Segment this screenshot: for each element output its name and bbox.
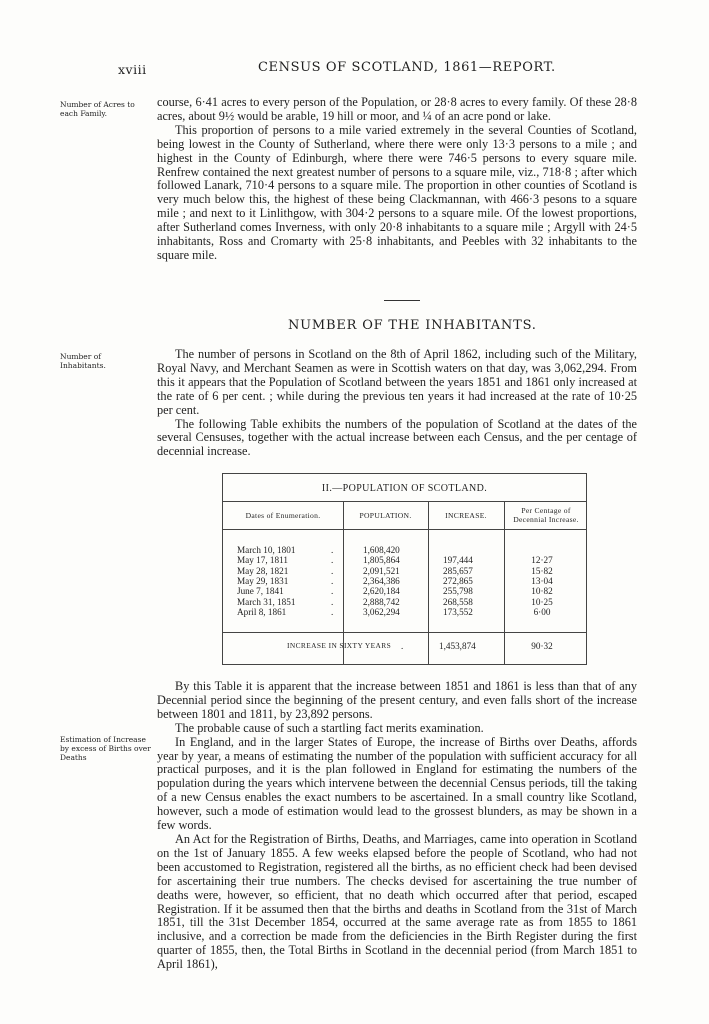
cell-leader: . bbox=[331, 586, 334, 597]
running-title: CENSUS OF SCOTLAND, 1861—REPORT. bbox=[258, 60, 556, 75]
section-acres bbox=[157, 96, 637, 263]
paragraph: By this Table it is apparent that the increase between 1851 and 1861 is less than that of any Decennial period since the beginning of the present century, and even falls short of the increase between 1801 and 1811, by 23,892 persons. bbox=[157, 679, 637, 721]
cell-leader: . bbox=[331, 545, 334, 555]
table-row bbox=[223, 586, 588, 596]
cell-population: 1,608,420 bbox=[363, 545, 400, 555]
cell-date: April 8, 1861 bbox=[237, 606, 287, 617]
cell-percentage: 13·04 bbox=[531, 575, 553, 586]
paragraph: In England, and in the larger States of Europe, the increase of Births over Deaths, affords year by year, a means of estimating the number of the population with sufficient accuracy for all practical purposes, and it is the plan followed in England for estimating the numbers of the population during the years which intervene between the decennial Census periods, till the taking of a new Census enables the exact numbers to be ascertained. In a small country like Scotland, however, such a mode of estimation would lead to the grossest blunders, as may be shown in a few words. bbox=[157, 734, 637, 833]
cell-increase: 285,657 bbox=[443, 565, 473, 576]
table-rule bbox=[223, 529, 586, 530]
cell-population: 2,620,184 bbox=[363, 586, 400, 597]
table-row bbox=[223, 545, 588, 555]
summary-label: INCREASE IN SIXTY YEARS bbox=[287, 641, 392, 650]
cell-increase: 272,865 bbox=[443, 575, 473, 586]
table-rule bbox=[223, 501, 586, 502]
table-row bbox=[223, 555, 588, 565]
cell-date: March 31, 1851 bbox=[237, 596, 296, 607]
cell-population: 3,062,294 bbox=[363, 606, 400, 617]
cell-population: 2,091,521 bbox=[363, 565, 400, 576]
cell-increase: 255,798 bbox=[443, 586, 473, 597]
page-number: xviii bbox=[118, 62, 147, 77]
cell-leader: . bbox=[331, 565, 334, 576]
table-row bbox=[223, 597, 588, 607]
cell-leader: . bbox=[331, 555, 334, 566]
section-divider bbox=[384, 300, 420, 301]
table-rule bbox=[223, 632, 586, 633]
header-dates: Dates of Enumeration. bbox=[245, 511, 321, 520]
cell-population: 1,805,864 bbox=[363, 555, 400, 566]
section-estimation bbox=[157, 680, 637, 972]
cell-date: March 10, 1801 bbox=[237, 545, 296, 555]
header-percentage: Per Centage of Decennial Increase. bbox=[513, 506, 579, 524]
section-title: NUMBER OF THE INHABITANTS. bbox=[288, 318, 537, 333]
paragraph: The following Table exhibits the numbers of the population of Scotland at the dates of the several Censuses, together with the actual increase between each Census, and the per centage of decennial increase. bbox=[157, 416, 637, 459]
cell-percentage: 10·82 bbox=[531, 586, 553, 597]
cell-population: 2,888,742 bbox=[363, 596, 400, 607]
cell-percentage: 12·27 bbox=[531, 555, 553, 566]
cell-increase: 268,558 bbox=[443, 596, 473, 607]
cell-population: 2,364,386 bbox=[363, 575, 400, 586]
cell-increase: 173,552 bbox=[443, 606, 473, 617]
paragraph: The probable cause of such a startling fact merits examination. bbox=[175, 720, 484, 735]
cell-date: June 7, 1841 bbox=[237, 586, 284, 597]
margin-note-acres: Number of Acres to each Family. bbox=[60, 100, 135, 118]
paragraph: course, 6·41 acres to every person of the Population, or 28·8 acres to every family. Of these 28·8 acres, about 9½ would be arable, 19 hill or moor, and ¼ of an acre pond or lake. bbox=[157, 95, 637, 123]
cell-leader: . bbox=[331, 596, 334, 607]
table-row bbox=[223, 576, 588, 586]
table-row bbox=[223, 566, 588, 576]
summary-leader: . bbox=[401, 641, 404, 651]
summary-percentage: 90·32 bbox=[531, 641, 553, 651]
header-increase: INCREASE. bbox=[445, 511, 487, 520]
cell-percentage: 6·00 bbox=[533, 606, 551, 617]
summary-increase: 1,453,874 bbox=[439, 641, 476, 651]
population-table bbox=[222, 473, 587, 665]
cell-percentage: 15·82 bbox=[531, 565, 553, 576]
cell-increase: 197,444 bbox=[443, 555, 473, 566]
cell-leader: . bbox=[331, 575, 334, 586]
paragraph: An Act for the Registration of Births, Deaths, and Marriages, came into operation in Scotland on the 1st of January 1855. A few weeks elapsed before the people of Scotland, who had not been accustomed to Registration, registered all the births, as no efficient check had been devised for ascertaining their true numbers. The checks devised for ascertaining the true number of deaths were, however, so efficient, that no death which occurred after that period, escaped Registration. If it be assumed then that the births and deaths in Scotland from the 31st of March 1851, till the 31st December 1854, occurred at the same average rate as from 1855 to 1861 inclusive, and a correction be made from the deficiencies in the Birth Register during the first quarter of 1855, then, the Total Births in Scotland in the decennial period (from March 1851 to April 1861), bbox=[157, 831, 637, 972]
margin-note-inhabitants: Number of Inhabitants. bbox=[60, 352, 106, 370]
paragraph: This proportion of persons to a mile varied extremely in the several Counties of Scotland, being lowest in the County of Sutherland, where there were only 13·3 persons to a mile ; and highest in the County of Edinburgh, where there were 746·5 persons to every square mile. Renfrew contained the next greatest number of persons to a square mile, viz., 718·8 ; after which followed Lanark, 710·4 persons to a square mile. The proportion in other counties of Scotland is very much below this, the highest of these being Clackmannan, with 466·3 pesons to a square mile ; and next to it Linlithgow, with 304·2 persons to a square mile. Of the lowest proportions, after Sutherland comes Inverness, with only 20·8 inhabitants to a square mile ; Argyll with 24·5 inhabitants, Ross and Cromarty with 25·8 inhabitants, and Peebles with 32 inhabitants to the square mile. bbox=[157, 122, 637, 262]
table-title: II.—POPULATION OF SCOTLAND. bbox=[321, 483, 488, 494]
header-population: POPULATION. bbox=[359, 511, 412, 520]
paragraph: The number of persons in Scotland on the 8th of April 1862, including such of the Military, Royal Navy, and Merchant Seamen as were in Scottish waters on that day, was 3,062,294. From this it appears that the Population of Scotland between the years 1851 and 1861 only increased at the rate of 6 per cent. ; while during the previous ten years it had increased at the rate of 10·25 per cent. bbox=[157, 347, 637, 417]
cell-date: May 29, 1831 bbox=[237, 575, 289, 586]
section-inhabitants bbox=[157, 348, 637, 459]
table-row bbox=[223, 607, 588, 617]
cell-date: May 28, 1821 bbox=[237, 565, 289, 576]
cell-date: May 17, 1811 bbox=[237, 555, 288, 566]
margin-note-estimation: Estimation of Increase by excess of Births over Deaths bbox=[60, 735, 151, 762]
cell-leader: . bbox=[331, 606, 334, 617]
cell-percentage: 10·25 bbox=[531, 596, 553, 607]
